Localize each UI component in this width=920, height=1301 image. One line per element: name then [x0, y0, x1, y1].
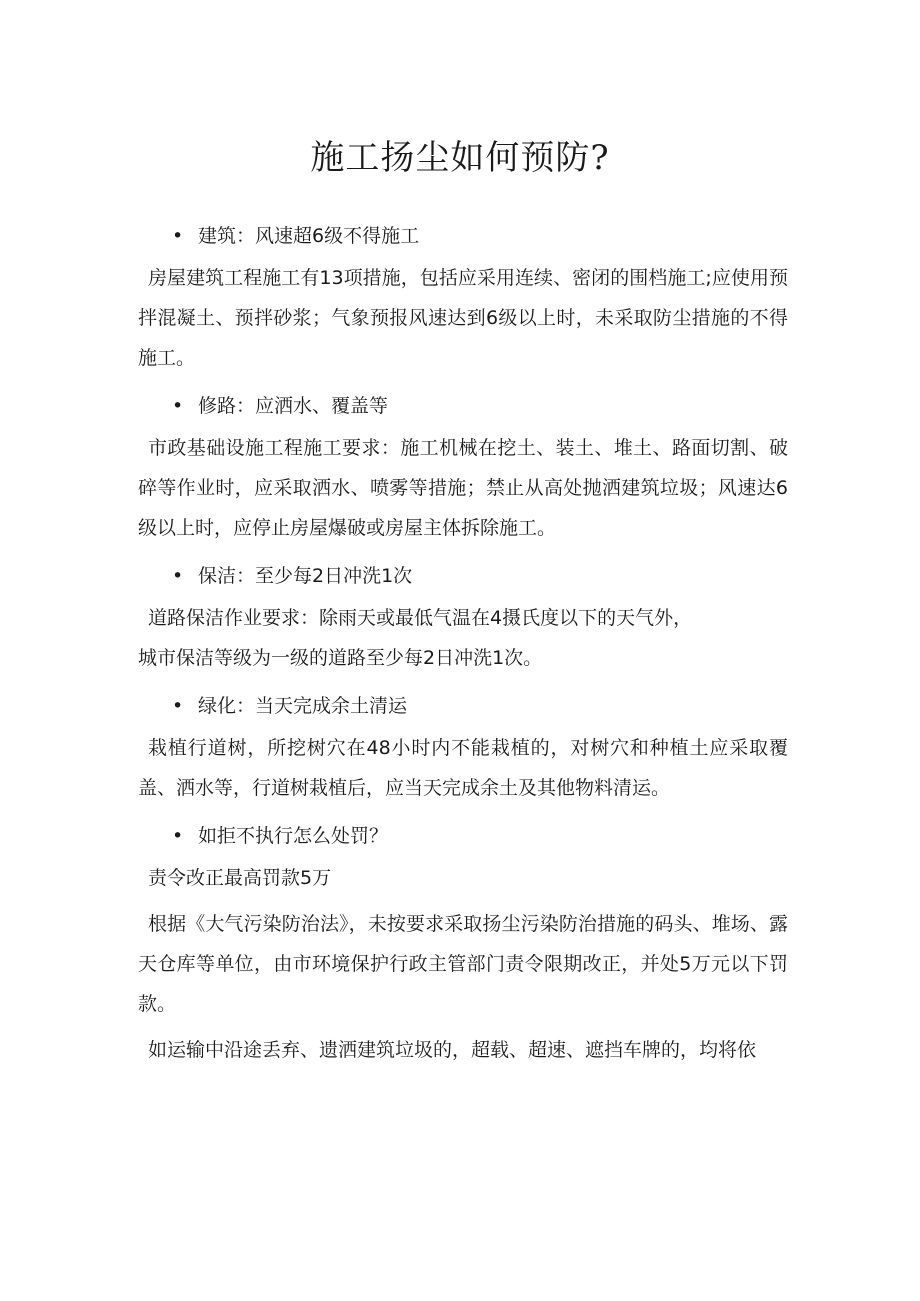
bullet-dot-icon: • — [172, 825, 184, 847]
bullet-heading-text: 修路：应洒水、覆盖等 — [198, 395, 389, 417]
paragraph: 道路保洁作业要求：除雨天或最低气温在4摄氏度以下的天气外， — [148, 607, 693, 629]
bullet-heading-greening — [138, 684, 788, 728]
paragraph: 市政基础设施工程施工要求：施工机械在挖土、装土、堆土、路面切割、破碎等作业时，应采取洒水、喷雾等措施；禁止从高处抛洒建筑垃圾；风速达6级以上时，应停止房屋爆破或房屋主体拆除施工。 — [138, 437, 788, 539]
bullet-dot-icon: • — [172, 395, 184, 417]
bullet-heading-penalty — [138, 814, 788, 858]
bullet-dot-icon: • — [172, 565, 184, 587]
paragraph: 责令改正最高罚款5万 — [148, 867, 332, 889]
bullet-heading-road — [138, 384, 788, 428]
bullet-heading-text: 绿化：当天完成余土清运 — [198, 695, 408, 717]
bullet-dot-icon: • — [172, 225, 184, 247]
paragraph: 房屋建筑工程施工有13项措施，包括应采用连续、密闭的围档施工;应使用预拌混凝土、预拌砂浆；气象预报风速达到6级以上时，未采取防尘措施的不得施工。 — [138, 267, 788, 369]
paragraph: 根据《大气污染防治法》，未按要求采取扬尘污染防治措施的码头、堆场、露天仓库等单位，由市环境保护行政主管部门责令限期改正，并处5万元以下罚款。 — [138, 913, 788, 1015]
paragraph: 栽植行道树，所挖树穴在48小时内不能栽植的，对树穴和种植土应采取覆盖、洒水等，行道树栽植后，应当天完成余土及其他物料清运。 — [138, 737, 788, 799]
bullet-heading-cleaning — [138, 554, 788, 598]
paragraph: 如运输中沿途丢弃、遗洒建筑垃圾的，超载、超速、遮挡车牌的，均将依 — [148, 1039, 757, 1061]
paragraph: 城市保洁等级为一级的道路至少每2日冲洗1次。 — [138, 647, 543, 669]
bullet-heading-construction — [138, 214, 788, 258]
page-title: 施工扬尘如何预防? — [310, 138, 610, 178]
bullet-heading-text: 建筑：风速超6级不得施工 — [198, 225, 420, 247]
bullet-heading-text: 如拒不执行怎么处罚？ — [198, 825, 389, 847]
document-body — [138, 214, 788, 1076]
bullet-heading-text: 保洁：至少每2日冲洗1次 — [198, 565, 413, 587]
bullet-dot-icon: • — [172, 695, 184, 717]
